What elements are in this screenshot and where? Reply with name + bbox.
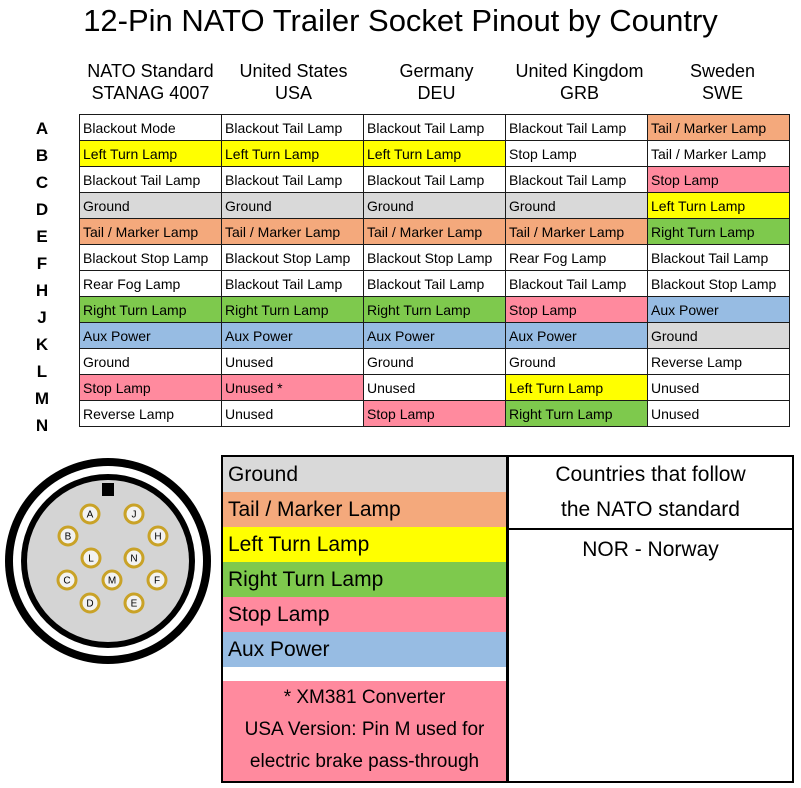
- column-header-usa: [222, 60, 365, 104]
- table-row: [80, 245, 790, 271]
- connector-pin-label: H: [154, 531, 162, 543]
- column-header-code: STANAG 4007: [91, 83, 210, 103]
- table-row: [80, 167, 790, 193]
- countries-header: [509, 457, 792, 530]
- table-cell: Left Turn Lamp: [364, 141, 506, 167]
- legend-items: [223, 457, 506, 683]
- connector-pin-label: E: [130, 598, 138, 610]
- connector-pin-label: B: [64, 531, 72, 543]
- table-cell: Blackout Tail Lamp: [364, 167, 506, 193]
- table-cell: Blackout Tail Lamp: [80, 167, 222, 193]
- table-cell: Ground: [80, 193, 222, 219]
- table-cell: Left Turn Lamp: [648, 193, 790, 219]
- pin-letter-column: [26, 115, 58, 439]
- pin-letter: K: [35, 335, 49, 354]
- table-cell: Blackout Mode: [80, 115, 222, 141]
- table-cell: Stop Lamp: [648, 167, 790, 193]
- table-cell: Blackout Stop Lamp: [364, 245, 506, 271]
- table-cell: Right Turn Lamp: [222, 297, 364, 323]
- column-header-code: DEU: [417, 83, 456, 103]
- note-line: * XM381 Converter: [283, 687, 446, 708]
- table-cell: Left Turn Lamp: [222, 141, 364, 167]
- connector-pin: [81, 505, 99, 523]
- legend-item: Left Turn Lamp: [223, 527, 506, 562]
- connector-pin: [103, 571, 121, 589]
- connector-pin-label: D: [86, 598, 94, 610]
- connector-pin-label: M: [107, 575, 117, 587]
- table-cell: Blackout Tail Lamp: [222, 167, 364, 193]
- table-cell: Blackout Tail Lamp: [364, 271, 506, 297]
- table-cell: Ground: [648, 323, 790, 349]
- table-cell: Stop Lamp: [364, 401, 506, 427]
- column-header-name: United States: [239, 61, 348, 81]
- legend-item: Ground: [223, 457, 506, 492]
- table-cell: Unused *: [222, 375, 364, 401]
- table-cell: Ground: [364, 349, 506, 375]
- legend-item: Tail / Marker Lamp: [223, 492, 506, 527]
- table-cell: Tail / Marker Lamp: [648, 141, 790, 167]
- table-row: [80, 323, 790, 349]
- pin-letter: L: [36, 362, 48, 381]
- pin-letter: C: [35, 173, 49, 192]
- table-cell: Unused: [648, 401, 790, 427]
- table-row: [80, 219, 790, 245]
- table-cell: Unused: [648, 375, 790, 401]
- converter-note: [223, 681, 506, 781]
- table-cell: Left Turn Lamp: [80, 141, 222, 167]
- countries-header-line: Countries that follow: [555, 463, 746, 486]
- table-row: [80, 141, 790, 167]
- column-header-name: Germany: [399, 61, 474, 81]
- table-cell: Blackout Stop Lamp: [80, 245, 222, 271]
- connector-diagram: [3, 456, 213, 666]
- table-row: [80, 375, 790, 401]
- table-row: [80, 193, 790, 219]
- pin-letter: D: [35, 200, 49, 219]
- table-cell: Blackout Tail Lamp: [222, 115, 364, 141]
- column-header-name: Sweden: [689, 61, 756, 81]
- connector-pin: [59, 527, 77, 545]
- connector-pin-label: N: [130, 553, 138, 565]
- table-row: [80, 115, 790, 141]
- pin-letter: B: [35, 146, 49, 165]
- connector-pin: [125, 505, 143, 523]
- page-title: 12-Pin NATO Trailer Socket Pinout by Country: [83, 3, 718, 38]
- countries-header-line: the NATO standard: [561, 498, 740, 521]
- column-header-code: SWE: [701, 83, 743, 103]
- nato-countries-box: [507, 455, 794, 783]
- connector-pin: [148, 571, 166, 589]
- table-cell: Rear Fog Lamp: [80, 271, 222, 297]
- table-cell: Right Turn Lamp: [364, 297, 506, 323]
- pin-letter: M: [34, 389, 50, 408]
- table-cell: Blackout Tail Lamp: [506, 167, 648, 193]
- table-cell: Reverse Lamp: [648, 349, 790, 375]
- legend-item: Stop Lamp: [223, 597, 506, 632]
- table-cell: Stop Lamp: [80, 375, 222, 401]
- color-legend: [221, 455, 508, 783]
- table-cell: Blackout Tail Lamp: [506, 115, 648, 141]
- legend-item: Aux Power: [223, 632, 506, 667]
- column-header-nato: [79, 60, 222, 104]
- table-cell: Tail / Marker Lamp: [364, 219, 506, 245]
- connector-key-notch: [102, 483, 114, 496]
- pinout-table: [79, 114, 790, 427]
- table-cell: Blackout Tail Lamp: [222, 271, 364, 297]
- country-entry: NOR - Norway: [582, 538, 719, 561]
- table-cell: Ground: [80, 349, 222, 375]
- connector-pin: [149, 527, 167, 545]
- note-line: electric brake pass-through: [249, 751, 480, 772]
- connector-pin-label: C: [63, 575, 71, 587]
- table-cell: Aux Power: [506, 323, 648, 349]
- connector-pin-label: F: [153, 575, 161, 587]
- table-cell: Tail / Marker Lamp: [648, 115, 790, 141]
- table-cell: Unused: [222, 401, 364, 427]
- table-cell: Ground: [506, 193, 648, 219]
- connector-pin-label: L: [88, 553, 94, 565]
- table-cell: Ground: [222, 193, 364, 219]
- table-cell: Blackout Stop Lamp: [648, 271, 790, 297]
- table-cell: Aux Power: [364, 323, 506, 349]
- connector-pin: [82, 549, 100, 567]
- table-row: [80, 349, 790, 375]
- column-header-germany: [365, 60, 508, 104]
- pin-letter: F: [36, 254, 48, 273]
- table-row: [80, 271, 790, 297]
- table-cell: Rear Fog Lamp: [506, 245, 648, 271]
- table-cell: Aux Power: [648, 297, 790, 323]
- legend-item: Right Turn Lamp: [223, 562, 506, 597]
- table-cell: Unused: [364, 375, 506, 401]
- table-cell: Aux Power: [80, 323, 222, 349]
- connector-pin: [125, 594, 143, 612]
- table-cell: Aux Power: [222, 323, 364, 349]
- country-list: [509, 532, 792, 567]
- column-header-code: USA: [274, 83, 312, 103]
- connector-face: [27, 480, 189, 642]
- connector-pin: [125, 549, 143, 567]
- table-cell: Right Turn Lamp: [648, 219, 790, 245]
- column-header-code: GRB: [559, 83, 599, 103]
- table-cell: Blackout Tail Lamp: [364, 115, 506, 141]
- table-cell: Stop Lamp: [506, 297, 648, 323]
- connector-pin: [81, 594, 99, 612]
- column-header-uk: [508, 60, 651, 104]
- table-cell: Right Turn Lamp: [80, 297, 222, 323]
- pin-letter: J: [37, 308, 47, 327]
- pin-letter: H: [35, 281, 49, 300]
- connector-pin-label: J: [131, 509, 137, 521]
- note-line: USA Version: Pin M used for: [244, 719, 485, 740]
- table-cell: Unused: [222, 349, 364, 375]
- table-cell: Tail / Marker Lamp: [506, 219, 648, 245]
- table-cell: Right Turn Lamp: [506, 401, 648, 427]
- table-cell: Left Turn Lamp: [506, 375, 648, 401]
- table-cell: Reverse Lamp: [80, 401, 222, 427]
- pin-letter: N: [35, 416, 49, 435]
- column-header-sweden: [651, 60, 794, 104]
- table-cell: Blackout Tail Lamp: [506, 271, 648, 297]
- table-cell: Ground: [364, 193, 506, 219]
- column-header-name: United Kingdom: [515, 61, 644, 81]
- table-cell: Blackout Stop Lamp: [222, 245, 364, 271]
- pin-letter: E: [36, 227, 48, 246]
- pin-letter: A: [35, 119, 49, 138]
- table-row: [80, 297, 790, 323]
- connector-pin-label: A: [86, 509, 94, 521]
- table-cell: Ground: [506, 349, 648, 375]
- table-cell: Tail / Marker Lamp: [222, 219, 364, 245]
- connector-pin: [58, 571, 76, 589]
- table-cell: Blackout Tail Lamp: [648, 245, 790, 271]
- table-row: [80, 401, 790, 427]
- table-cell: Stop Lamp: [506, 141, 648, 167]
- column-header-name: NATO Standard: [87, 61, 214, 81]
- table-cell: Tail / Marker Lamp: [80, 219, 222, 245]
